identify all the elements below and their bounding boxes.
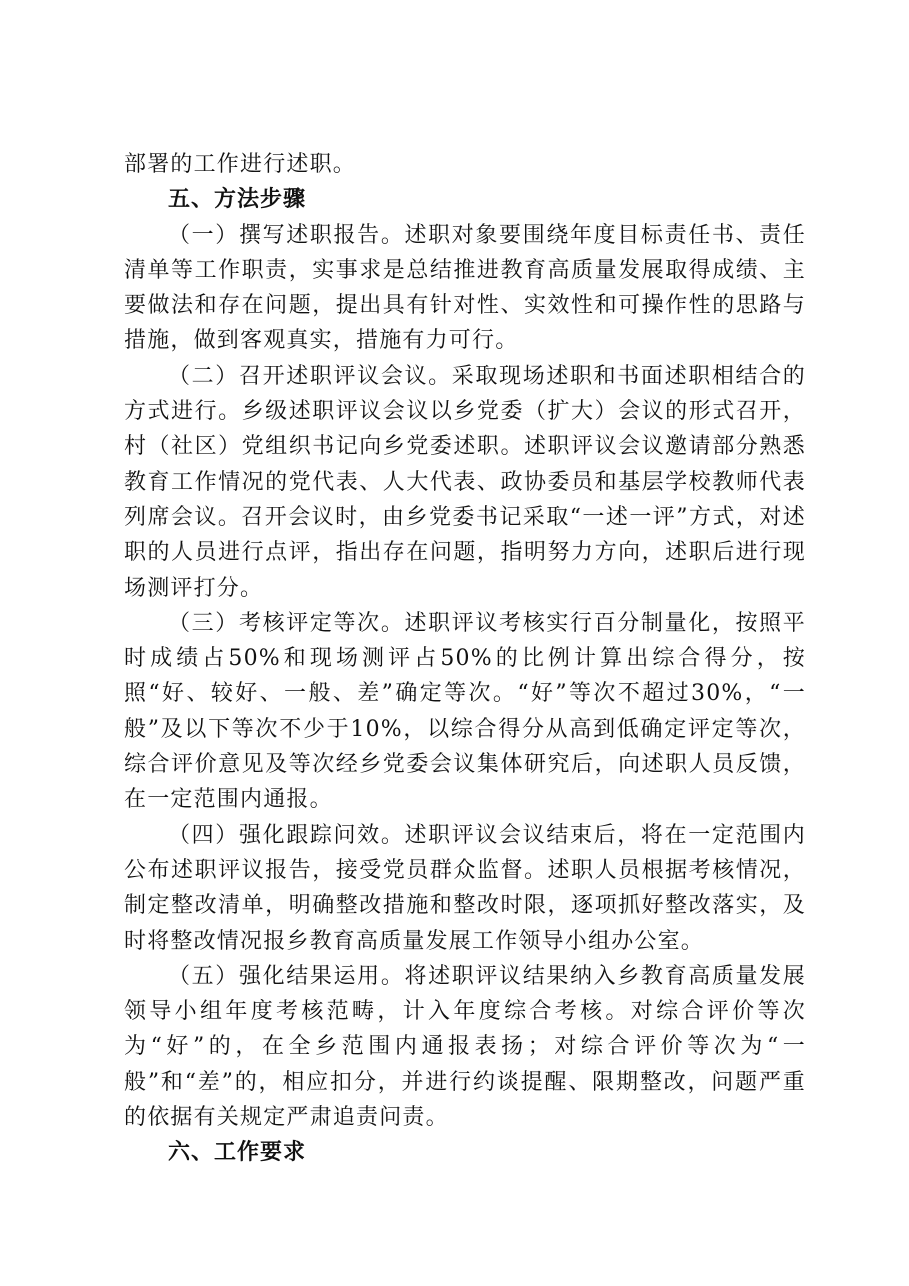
section-heading-methods: 五、方法步骤 xyxy=(168,187,307,213)
continuation-paragraph: 部署的工作进行述职。 xyxy=(124,152,357,177)
paragraph-follow-up: （四）强化跟踪问效。述职评议会议结束后，将在一定范围内公布述职评议报告，接受党员群众监督。述职人员根据考核情况，制定整改清单，明确整改措施和整改时限，逐项抓好整改落实，及时将整改情况报乡教育高质量发展工作领导小组办公室。 xyxy=(124,822,806,954)
document-page xyxy=(124,147,806,1171)
paragraph-assess-grade: （三）考核评定等次。述职评议考核实行百分制量化，按照平时成绩占50%和现场测评占50%的比例计算出综合得分，按照“好、较好、一般、差”确定等次。“好”等次不超过30%，“一般”及以下等次不少于10%，以综合得分从高到低确定评定等次，综合评价意见及等次经乡党委会议集体研究后，向述职人员反馈，在一定范围内通报。 xyxy=(124,610,806,813)
paragraph-write-report: （一）撰写述职报告。述职对象要围绕年度目标责任书、责任清单等工作职责，实事求是总结推进教育高质量发展取得成绩、主要做法和存在问题，提出具有针对性、实效性和可操作性的思路与措施，做到客观真实，措施有力可行。 xyxy=(124,222,806,354)
paragraph-apply-results: （五）强化结果运用。将述职评议结果纳入乡教育高质量发展领导小组年度考核范畴，计入年度综合考核。对综合评价等次为“好”的，在全乡范围内通报表扬；对综合评价等次为“一般”和“差”的，相应扣分，并进行约谈提醒、限期整改，问题严重的依据有关规定严肃追责问责。 xyxy=(124,963,806,1131)
paragraph-hold-meeting: （二）召开述职评议会议。采取现场述职和书面述职相结合的方式进行。乡级述职评议会议以乡党委（扩大）会议的形式召开，村（社区）党组织书记向乡党委述职。述职评议会议邀请部分熟悉教育工作情况的党代表、人大代表、政协委员和基层学校教师代表列席会议。召开会议时，由乡党委书记采取“一述一评”方式，对述职的人员进行点评，指出存在问题，指明努力方向，述职后进行现场测评打分。 xyxy=(124,363,806,601)
section-heading-requirements: 六、工作要求 xyxy=(168,1140,307,1166)
